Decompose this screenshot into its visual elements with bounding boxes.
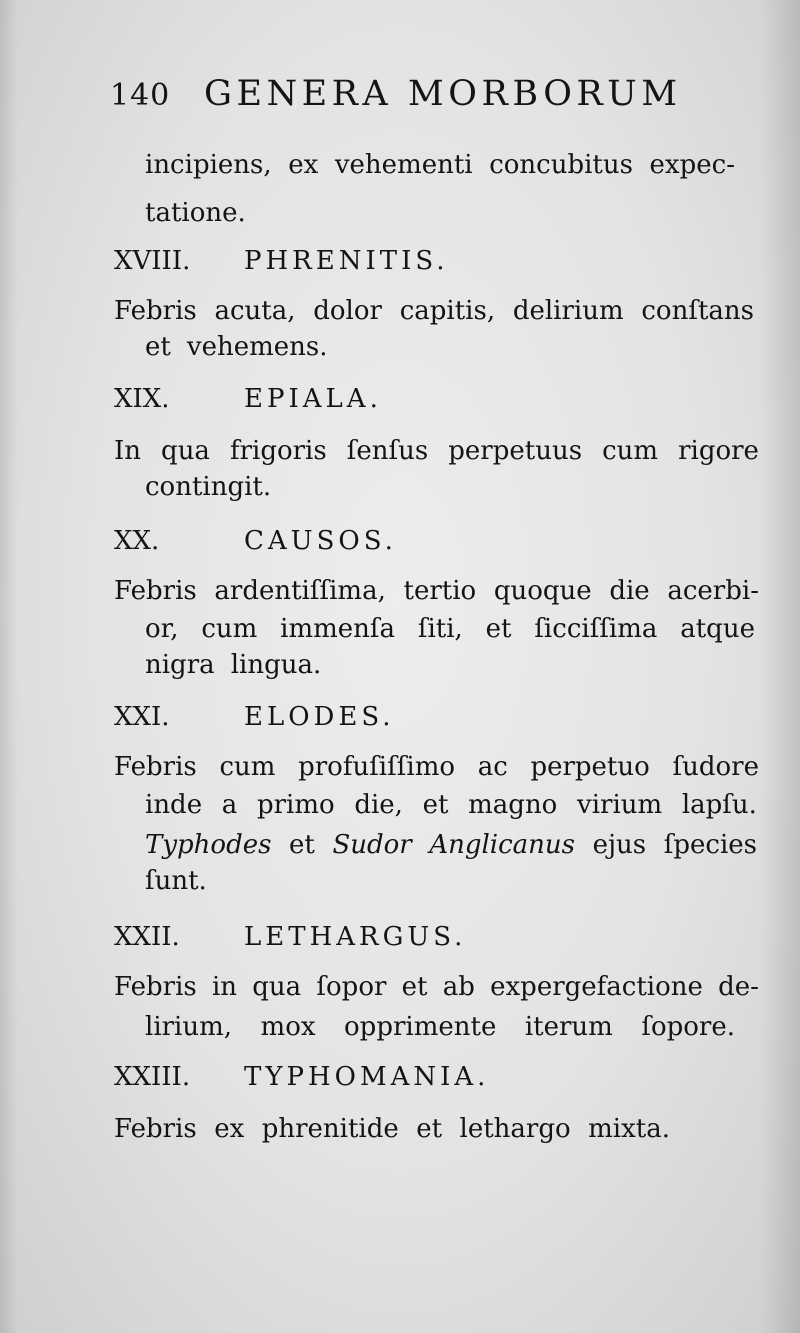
entry-number: XXII.: [114, 922, 180, 952]
word: ſpecies: [663, 830, 757, 860]
word: Anglicanus: [429, 830, 576, 860]
word: concubitus: [489, 150, 633, 180]
entry-line: [114, 1114, 670, 1144]
word: conſtans: [641, 296, 754, 326]
page-edge-shadow: [760, 0, 800, 1333]
word: lapſu.: [681, 790, 757, 820]
entry-name: EPIALA.: [244, 384, 382, 414]
entry-line: [145, 614, 755, 644]
entry-line: [145, 652, 321, 678]
word: incipiens,: [145, 150, 272, 180]
word: mox: [260, 1012, 316, 1042]
word: rigore: [678, 436, 759, 466]
word: primo: [256, 790, 335, 820]
entry-name: CAUSOS.: [244, 526, 397, 556]
word: phrenitide: [261, 1114, 399, 1144]
word: capitis,: [399, 296, 496, 326]
word: Typhodes: [145, 830, 272, 860]
word: profuſiſſimo: [298, 752, 455, 782]
word: mixta.: [588, 1114, 670, 1144]
word: et: [289, 830, 315, 860]
entry-number: XXIII.: [114, 1062, 191, 1092]
word: ſopore.: [641, 1012, 735, 1042]
word: dolor: [313, 296, 382, 326]
word: ſudore: [672, 752, 759, 782]
word: Febris: [114, 296, 197, 326]
word: et: [485, 614, 512, 644]
entry-line: [114, 576, 759, 606]
word: tatione.: [145, 198, 246, 228]
word: lethargo: [459, 1114, 571, 1144]
word: ſunt.: [145, 866, 207, 896]
word: ab: [442, 972, 475, 1002]
word: Febris: [114, 576, 197, 606]
word: lingua.: [230, 650, 322, 680]
word: perpetuus: [448, 436, 583, 466]
word: Sudor: [332, 830, 412, 860]
word: frigoris: [229, 436, 327, 466]
entry-name: LETHARGUS.: [244, 922, 467, 952]
word: ex: [214, 1114, 245, 1144]
word: et: [416, 1114, 443, 1144]
word: vehementi: [334, 150, 473, 180]
word: Febris: [114, 752, 197, 782]
word: expergefactione: [490, 972, 703, 1002]
entry-line: [145, 830, 757, 860]
word: et: [401, 972, 428, 1002]
entry-line: [114, 752, 759, 782]
word: qua: [161, 436, 210, 466]
word: ejus: [592, 830, 647, 860]
entry-line: [114, 972, 759, 1002]
entry-number: XXI.: [114, 702, 170, 732]
word: qua: [252, 972, 302, 1002]
entry-number: XIX.: [114, 384, 170, 414]
entry-line: [145, 790, 757, 820]
entry-number: XVIII.: [114, 246, 191, 276]
word: die,: [354, 790, 403, 820]
word: inde: [145, 790, 203, 820]
entry-number: XX.: [114, 526, 160, 556]
word: or,: [145, 614, 179, 644]
word: Febris: [114, 1114, 197, 1144]
page-number: 140: [110, 78, 171, 113]
word: In: [114, 436, 142, 466]
word: delirium: [512, 296, 624, 326]
word: expec-: [649, 150, 735, 180]
word: acerbi-: [667, 576, 759, 606]
word: tertio: [403, 576, 477, 606]
entry-line: [114, 296, 754, 326]
gutter-shadow: [0, 0, 18, 1333]
entry-line: [145, 150, 735, 180]
running-title: GENERA MORBORUM: [204, 74, 682, 114]
entry-name: PHRENITIS.: [244, 246, 449, 276]
word: ſicciſſima: [534, 614, 658, 644]
entry-line: [145, 1012, 735, 1042]
word: acuta,: [214, 296, 296, 326]
word: a: [221, 790, 238, 820]
word: iterum: [524, 1012, 613, 1042]
word: de-: [718, 972, 759, 1002]
word: contingit.: [145, 472, 272, 502]
word: nigra: [145, 650, 215, 680]
entry-line: [145, 334, 328, 360]
word: in: [211, 972, 238, 1002]
word: cum: [602, 436, 659, 466]
word: ſiti,: [417, 614, 463, 644]
word: quoque: [493, 576, 592, 606]
word: et: [145, 332, 171, 362]
word: ac: [477, 752, 508, 782]
word: cum: [219, 752, 276, 782]
word: magno: [468, 790, 558, 820]
entry-name: TYPHOMANIA.: [244, 1062, 490, 1092]
word: virium: [577, 790, 663, 820]
word: cum: [201, 614, 258, 644]
word: die: [609, 576, 650, 606]
word: atque: [680, 614, 755, 644]
word: vehemens.: [186, 332, 328, 362]
word: perpetuo: [530, 752, 650, 782]
word: immenſa: [280, 614, 396, 644]
entry-line: [145, 474, 271, 500]
entry-line: [145, 868, 207, 894]
word: ex: [288, 150, 319, 180]
page-header: [110, 70, 730, 130]
entry-line: [145, 200, 246, 226]
word: ſenſus: [346, 436, 429, 466]
word: ſopor: [316, 972, 387, 1002]
entry-name: ELODES.: [244, 702, 395, 732]
word: Febris: [114, 972, 197, 1002]
word: et: [422, 790, 449, 820]
word: ardentiſſima,: [214, 576, 386, 606]
entry-line: [114, 436, 759, 466]
word: lirium,: [145, 1012, 233, 1042]
word: opprimente: [344, 1012, 497, 1042]
